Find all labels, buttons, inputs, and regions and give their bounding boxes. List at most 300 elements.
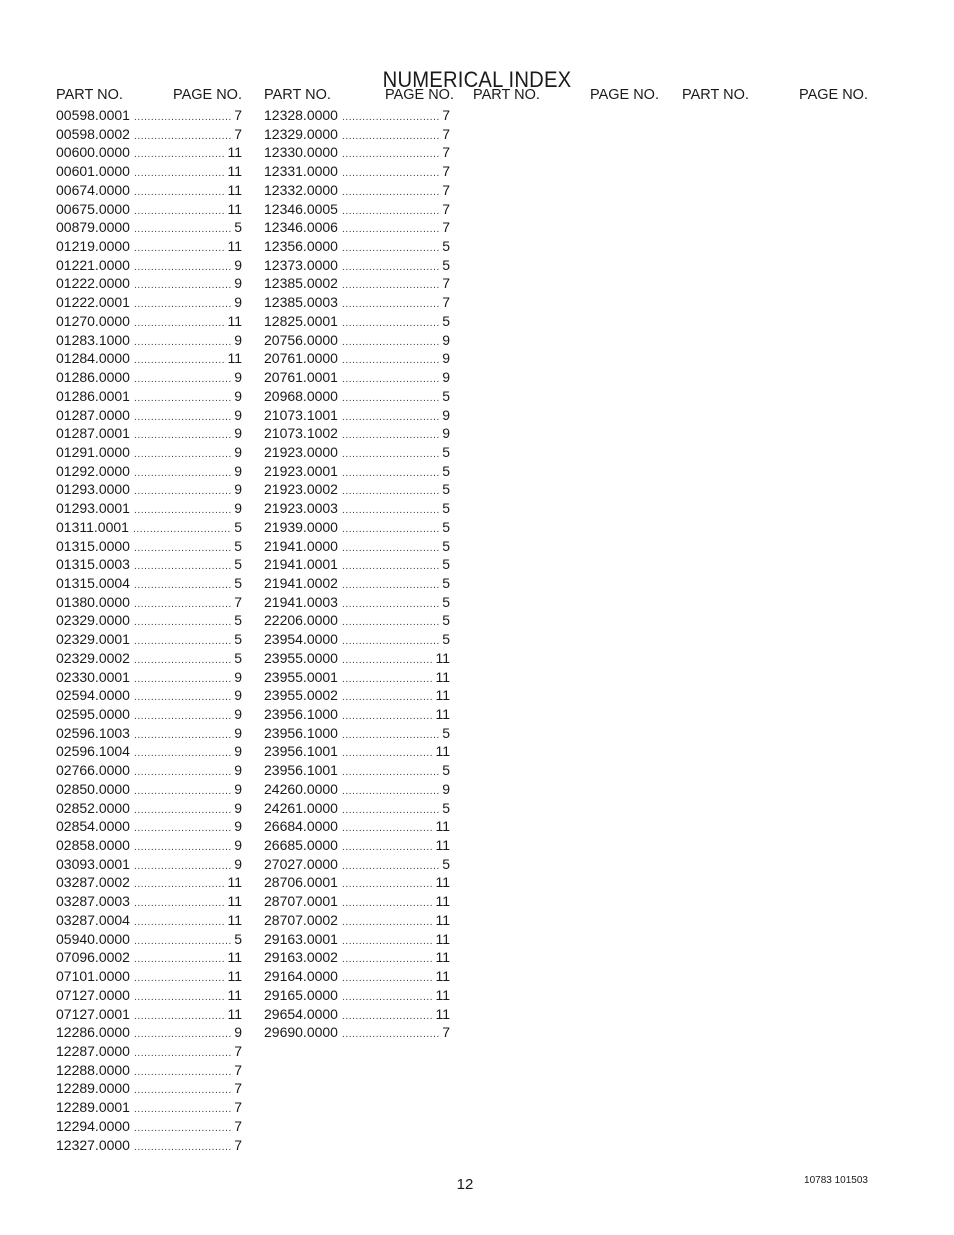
index-row bbox=[264, 799, 450, 818]
index-column-3 bbox=[473, 86, 659, 106]
page-reference: 7 bbox=[234, 125, 242, 142]
page-reference: 11 bbox=[227, 144, 242, 161]
index-row bbox=[56, 256, 242, 275]
index-row bbox=[56, 368, 242, 387]
part-number: 01219.0000 bbox=[56, 238, 130, 255]
page-reference: 9 bbox=[234, 818, 242, 835]
dot-leader bbox=[134, 933, 231, 952]
page-reference: 11 bbox=[227, 893, 242, 910]
index-row bbox=[56, 986, 242, 1005]
dot-leader bbox=[134, 671, 231, 690]
part-number: 23956.1000 bbox=[264, 706, 338, 722]
page-reference: 11 bbox=[435, 706, 450, 722]
dot-leader bbox=[342, 184, 439, 203]
index-row bbox=[56, 499, 242, 518]
page-reference: 7 bbox=[442, 107, 450, 123]
part-number: 02329.0002 bbox=[56, 649, 130, 666]
dot-leader bbox=[134, 820, 231, 839]
part-number: 20761.0000 bbox=[264, 350, 338, 367]
page-reference: 5 bbox=[442, 256, 450, 273]
part-number: 03287.0003 bbox=[56, 893, 130, 910]
dot-leader bbox=[134, 951, 224, 970]
dot-leader bbox=[134, 259, 231, 278]
dot-leader bbox=[134, 540, 231, 559]
page-reference: 9 bbox=[234, 294, 242, 311]
part-number: 02330.0001 bbox=[56, 668, 130, 685]
index-row bbox=[264, 181, 450, 200]
page-reference: 11 bbox=[227, 312, 242, 329]
index-row bbox=[264, 200, 450, 219]
part-number: 24261.0000 bbox=[264, 799, 338, 816]
index-row bbox=[56, 480, 242, 499]
index-row bbox=[264, 387, 450, 406]
dot-leader bbox=[134, 858, 231, 877]
dot-leader bbox=[134, 371, 231, 390]
page-reference: 5 bbox=[234, 631, 242, 648]
column-header bbox=[473, 86, 659, 105]
dot-leader bbox=[134, 745, 231, 764]
dot-leader bbox=[134, 221, 231, 240]
part-number: 00601.0000 bbox=[56, 163, 130, 180]
index-row bbox=[264, 218, 450, 237]
page-reference: 7 bbox=[442, 181, 450, 198]
index-row bbox=[264, 930, 450, 949]
dot-leader bbox=[134, 483, 231, 502]
dot-leader bbox=[342, 352, 439, 371]
page-reference: 9 bbox=[234, 256, 242, 273]
part-number: 00674.0000 bbox=[56, 181, 130, 198]
page-reference: 5 bbox=[442, 537, 450, 554]
dot-leader bbox=[134, 596, 231, 615]
dot-leader bbox=[342, 745, 432, 764]
index-row bbox=[56, 948, 242, 967]
part-number: 00600.0000 bbox=[56, 144, 130, 161]
index-row bbox=[56, 836, 242, 855]
index-row bbox=[56, 555, 242, 574]
dot-leader bbox=[134, 352, 224, 371]
part-number: 21923.0002 bbox=[264, 481, 338, 498]
dot-leader bbox=[134, 1026, 231, 1045]
page-reference: 9 bbox=[234, 724, 242, 741]
index-row bbox=[264, 836, 450, 855]
page-reference: 9 bbox=[442, 425, 450, 442]
part-number: 03093.0001 bbox=[56, 855, 130, 872]
dot-leader bbox=[342, 427, 439, 446]
page-reference: 9 bbox=[234, 855, 242, 872]
page-reference: 11 bbox=[227, 163, 242, 180]
part-number: 20756.0000 bbox=[264, 331, 338, 348]
index-row bbox=[264, 705, 450, 724]
dot-leader bbox=[342, 858, 439, 877]
part-number: 21941.0000 bbox=[264, 537, 338, 554]
page-reference: 5 bbox=[442, 312, 450, 329]
index-row bbox=[264, 368, 450, 387]
page-reference: 7 bbox=[234, 1099, 242, 1116]
index-row bbox=[264, 892, 450, 911]
dot-leader bbox=[134, 1008, 224, 1027]
dot-leader bbox=[342, 989, 432, 1008]
page-reference: 7 bbox=[442, 275, 450, 292]
part-number: 12825.0001 bbox=[264, 312, 338, 329]
index-row bbox=[264, 537, 450, 556]
dot-leader bbox=[342, 371, 439, 390]
part-number: 29690.0000 bbox=[264, 1024, 338, 1041]
dot-leader bbox=[134, 970, 224, 989]
part-number: 21073.1001 bbox=[264, 406, 338, 423]
dot-leader bbox=[342, 128, 439, 147]
dot-leader bbox=[134, 895, 224, 914]
index-row bbox=[264, 499, 450, 518]
part-number: 03287.0002 bbox=[56, 874, 130, 891]
part-number: 23956.1000 bbox=[264, 724, 338, 741]
index-row bbox=[56, 218, 242, 237]
index-column-1 bbox=[56, 86, 242, 1154]
index-row bbox=[56, 1117, 242, 1136]
page-reference: 11 bbox=[435, 949, 450, 966]
page-reference: 9 bbox=[442, 780, 450, 797]
dot-leader bbox=[342, 708, 432, 727]
index-row bbox=[264, 443, 450, 462]
part-number: 12356.0000 bbox=[264, 238, 338, 255]
page-reference: 7 bbox=[234, 1061, 242, 1078]
part-number: 01286.0001 bbox=[56, 387, 130, 404]
index-column-2 bbox=[264, 86, 454, 1042]
page-reference: 5 bbox=[442, 612, 450, 629]
page-reference: 9 bbox=[442, 369, 450, 386]
index-row bbox=[264, 518, 450, 537]
page-reference: 5 bbox=[234, 930, 242, 947]
dot-leader bbox=[134, 1101, 231, 1120]
page-reference: 11 bbox=[227, 911, 242, 928]
page-reference: 7 bbox=[234, 107, 242, 123]
index-row bbox=[264, 574, 450, 593]
index-row bbox=[56, 443, 242, 462]
index-row bbox=[56, 387, 242, 406]
index-row bbox=[56, 930, 242, 949]
dot-leader bbox=[342, 315, 439, 334]
page-reference: 7 bbox=[442, 125, 450, 142]
dot-leader bbox=[134, 652, 231, 671]
index-row bbox=[56, 873, 242, 892]
index-row bbox=[56, 312, 242, 331]
index-row bbox=[56, 705, 242, 724]
page-reference: 11 bbox=[435, 893, 450, 910]
dot-leader bbox=[342, 540, 439, 559]
part-number: 00598.0002 bbox=[56, 125, 130, 142]
index-row bbox=[56, 293, 242, 312]
part-number: 26685.0000 bbox=[264, 837, 338, 854]
dot-leader bbox=[342, 876, 432, 895]
index-row bbox=[264, 349, 450, 368]
part-number: 02766.0000 bbox=[56, 762, 130, 779]
index-row bbox=[264, 967, 450, 986]
dot-leader bbox=[342, 764, 439, 783]
part-number: 20761.0001 bbox=[264, 369, 338, 386]
part-no-header: PART NO. bbox=[473, 87, 540, 103]
index-row bbox=[264, 274, 450, 293]
index-row bbox=[56, 349, 242, 368]
index-row bbox=[56, 630, 242, 649]
dot-leader bbox=[134, 465, 231, 484]
part-number: 01315.0004 bbox=[56, 574, 130, 591]
page-reference: 11 bbox=[435, 818, 450, 835]
index-row bbox=[264, 480, 450, 499]
dot-leader bbox=[342, 1008, 432, 1027]
page-reference: 9 bbox=[234, 837, 242, 854]
part-number: 01292.0000 bbox=[56, 462, 130, 479]
page-reference: 7 bbox=[442, 219, 450, 236]
page-number: 12 bbox=[456, 1176, 474, 1193]
index-row bbox=[56, 686, 242, 705]
part-number: 07127.0001 bbox=[56, 1005, 130, 1022]
page-reference: 5 bbox=[234, 649, 242, 666]
page-reference: 11 bbox=[435, 649, 450, 666]
dot-leader bbox=[134, 240, 224, 259]
index-row bbox=[264, 462, 450, 481]
dot-leader bbox=[134, 446, 231, 465]
part-number: 23955.0002 bbox=[264, 687, 338, 704]
page-reference: 9 bbox=[234, 443, 242, 460]
dot-leader bbox=[342, 970, 432, 989]
part-number: 20968.0000 bbox=[264, 387, 338, 404]
index-row bbox=[264, 911, 450, 930]
part-number: 01222.0001 bbox=[56, 294, 130, 311]
part-number: 01380.0000 bbox=[56, 593, 130, 610]
index-row bbox=[56, 799, 242, 818]
dot-leader bbox=[342, 146, 439, 165]
dot-leader bbox=[134, 146, 224, 165]
index-row bbox=[56, 1005, 242, 1024]
part-number: 24260.0000 bbox=[264, 780, 338, 797]
part-number: 23954.0000 bbox=[264, 631, 338, 648]
page-reference: 11 bbox=[227, 200, 242, 217]
page-reference: 11 bbox=[227, 1005, 242, 1022]
dot-leader bbox=[134, 614, 231, 633]
dot-leader bbox=[134, 708, 231, 727]
page-reference: 5 bbox=[442, 762, 450, 779]
index-row bbox=[264, 1023, 450, 1042]
page-reference: 9 bbox=[234, 462, 242, 479]
dot-leader bbox=[342, 895, 432, 914]
index-row bbox=[56, 106, 242, 125]
dot-leader bbox=[134, 296, 231, 315]
page-reference: 5 bbox=[442, 799, 450, 816]
index-row bbox=[264, 724, 450, 743]
dot-leader bbox=[134, 1120, 231, 1139]
index-row bbox=[56, 162, 242, 181]
index-row bbox=[264, 1005, 450, 1024]
part-number: 22206.0000 bbox=[264, 612, 338, 629]
part-number: 01283.1000 bbox=[56, 331, 130, 348]
part-number: 23956.1001 bbox=[264, 762, 338, 779]
index-row bbox=[56, 892, 242, 911]
part-number: 12329.0000 bbox=[264, 125, 338, 142]
dot-leader bbox=[134, 109, 231, 128]
part-number: 12287.0000 bbox=[56, 1042, 130, 1059]
page-no-header: PAGE NO. bbox=[798, 87, 868, 103]
page-reference: 7 bbox=[442, 1024, 450, 1041]
page-reference: 7 bbox=[442, 163, 450, 180]
page-reference: 11 bbox=[435, 743, 450, 760]
page-reference: 11 bbox=[435, 968, 450, 985]
page-reference: 9 bbox=[234, 687, 242, 704]
page-reference: 5 bbox=[442, 556, 450, 573]
page-reference: 11 bbox=[227, 350, 242, 367]
index-row bbox=[56, 537, 242, 556]
part-number: 01315.0000 bbox=[56, 537, 130, 554]
part-number: 12385.0003 bbox=[264, 294, 338, 311]
page-reference: 9 bbox=[234, 762, 242, 779]
part-number: 02858.0000 bbox=[56, 837, 130, 854]
part-number: 12332.0000 bbox=[264, 181, 338, 198]
dot-leader bbox=[133, 521, 231, 540]
page-no-header: PAGE NO. bbox=[384, 87, 454, 103]
dot-leader bbox=[134, 502, 231, 521]
page-reference: 7 bbox=[234, 1042, 242, 1059]
dot-leader bbox=[342, 1026, 439, 1045]
page-reference: 11 bbox=[435, 837, 450, 854]
index-row bbox=[56, 518, 242, 537]
dot-leader bbox=[134, 203, 224, 222]
dot-leader bbox=[342, 914, 432, 933]
part-number: 12289.0000 bbox=[56, 1080, 130, 1097]
part-number: 02854.0000 bbox=[56, 818, 130, 835]
page-reference: 5 bbox=[442, 631, 450, 648]
page-reference: 11 bbox=[227, 181, 242, 198]
part-number: 00675.0000 bbox=[56, 200, 130, 217]
page-reference: 5 bbox=[234, 537, 242, 554]
index-row bbox=[56, 331, 242, 350]
page-reference: 7 bbox=[234, 593, 242, 610]
dot-leader bbox=[134, 1082, 231, 1101]
page-reference: 7 bbox=[234, 1080, 242, 1097]
part-number: 12294.0000 bbox=[56, 1117, 130, 1134]
index-row bbox=[264, 162, 450, 181]
index-row bbox=[264, 256, 450, 275]
part-number: 21941.0001 bbox=[264, 556, 338, 573]
part-number: 01287.0001 bbox=[56, 425, 130, 442]
dot-leader bbox=[342, 296, 439, 315]
dot-leader bbox=[134, 1064, 231, 1083]
page-reference: 7 bbox=[442, 294, 450, 311]
part-number: 21923.0000 bbox=[264, 443, 338, 460]
dot-leader bbox=[342, 783, 439, 802]
part-number: 12346.0005 bbox=[264, 200, 338, 217]
index-row bbox=[56, 1042, 242, 1061]
dot-leader bbox=[342, 558, 439, 577]
page-reference: 9 bbox=[442, 406, 450, 423]
dot-leader bbox=[134, 727, 231, 746]
index-row bbox=[264, 668, 450, 687]
index-row bbox=[264, 331, 450, 350]
page-reference: 5 bbox=[442, 724, 450, 741]
part-number: 02594.0000 bbox=[56, 687, 130, 704]
part-number: 21941.0003 bbox=[264, 593, 338, 610]
dot-leader bbox=[342, 240, 439, 259]
page-reference: 9 bbox=[234, 331, 242, 348]
index-row bbox=[56, 424, 242, 443]
index-rows bbox=[56, 106, 242, 1154]
part-number: 23955.0000 bbox=[264, 649, 338, 666]
page-reference: 5 bbox=[442, 593, 450, 610]
dot-leader bbox=[134, 689, 231, 708]
page-reference: 5 bbox=[442, 462, 450, 479]
column-header bbox=[56, 86, 242, 105]
part-number: 21923.0001 bbox=[264, 462, 338, 479]
index-row bbox=[264, 649, 450, 668]
page-reference: 9 bbox=[234, 406, 242, 423]
page-reference: 11 bbox=[435, 1005, 450, 1022]
page-reference: 11 bbox=[227, 949, 242, 966]
index-row bbox=[56, 462, 242, 481]
part-number: 21923.0003 bbox=[264, 500, 338, 517]
part-number: 02595.0000 bbox=[56, 706, 130, 722]
page-reference: 7 bbox=[234, 1136, 242, 1153]
index-row bbox=[264, 312, 450, 331]
part-number: 12331.0000 bbox=[264, 163, 338, 180]
page-reference: 9 bbox=[234, 387, 242, 404]
index-row bbox=[264, 817, 450, 836]
dot-leader bbox=[134, 165, 224, 184]
page-reference: 11 bbox=[227, 874, 242, 891]
index-row bbox=[264, 780, 450, 799]
part-number: 21939.0000 bbox=[264, 518, 338, 535]
index-row bbox=[264, 948, 450, 967]
part-number: 26684.0000 bbox=[264, 818, 338, 835]
dot-leader bbox=[342, 259, 439, 278]
dot-leader bbox=[342, 165, 439, 184]
page-reference: 11 bbox=[227, 986, 242, 1003]
dot-leader bbox=[342, 933, 432, 952]
index-row bbox=[56, 1098, 242, 1117]
index-row bbox=[264, 855, 450, 874]
dot-leader bbox=[342, 727, 439, 746]
part-number: 03287.0004 bbox=[56, 911, 130, 928]
dot-leader bbox=[342, 521, 439, 540]
index-row bbox=[264, 742, 450, 761]
dot-leader bbox=[342, 409, 439, 428]
part-number: 07101.0000 bbox=[56, 968, 130, 985]
part-number: 23956.1001 bbox=[264, 743, 338, 760]
index-row bbox=[56, 1023, 242, 1042]
page-title: NUMERICAL INDEX bbox=[382, 66, 572, 92]
part-number: 01284.0000 bbox=[56, 350, 130, 367]
part-no-header: PART NO. bbox=[682, 87, 749, 103]
index-rows bbox=[264, 106, 450, 1042]
part-number: 12288.0000 bbox=[56, 1061, 130, 1078]
part-number: 12346.0006 bbox=[264, 219, 338, 236]
page-reference: 11 bbox=[435, 911, 450, 928]
part-number: 02596.1004 bbox=[56, 743, 130, 760]
index-row bbox=[56, 611, 242, 630]
dot-leader bbox=[134, 334, 231, 353]
dot-leader bbox=[342, 839, 432, 858]
index-row bbox=[264, 761, 450, 780]
part-number: 27027.0000 bbox=[264, 855, 338, 872]
part-number: 00879.0000 bbox=[56, 219, 130, 236]
part-number: 07127.0000 bbox=[56, 986, 130, 1003]
part-number: 12385.0002 bbox=[264, 275, 338, 292]
part-number: 01286.0000 bbox=[56, 369, 130, 386]
page-reference: 9 bbox=[234, 500, 242, 517]
dot-leader bbox=[342, 802, 439, 821]
part-number: 02329.0001 bbox=[56, 631, 130, 648]
part-number: 23955.0001 bbox=[264, 668, 338, 685]
dot-leader bbox=[342, 951, 432, 970]
dot-leader bbox=[342, 502, 439, 521]
page-reference: 11 bbox=[227, 238, 242, 255]
page-reference: 9 bbox=[234, 369, 242, 386]
